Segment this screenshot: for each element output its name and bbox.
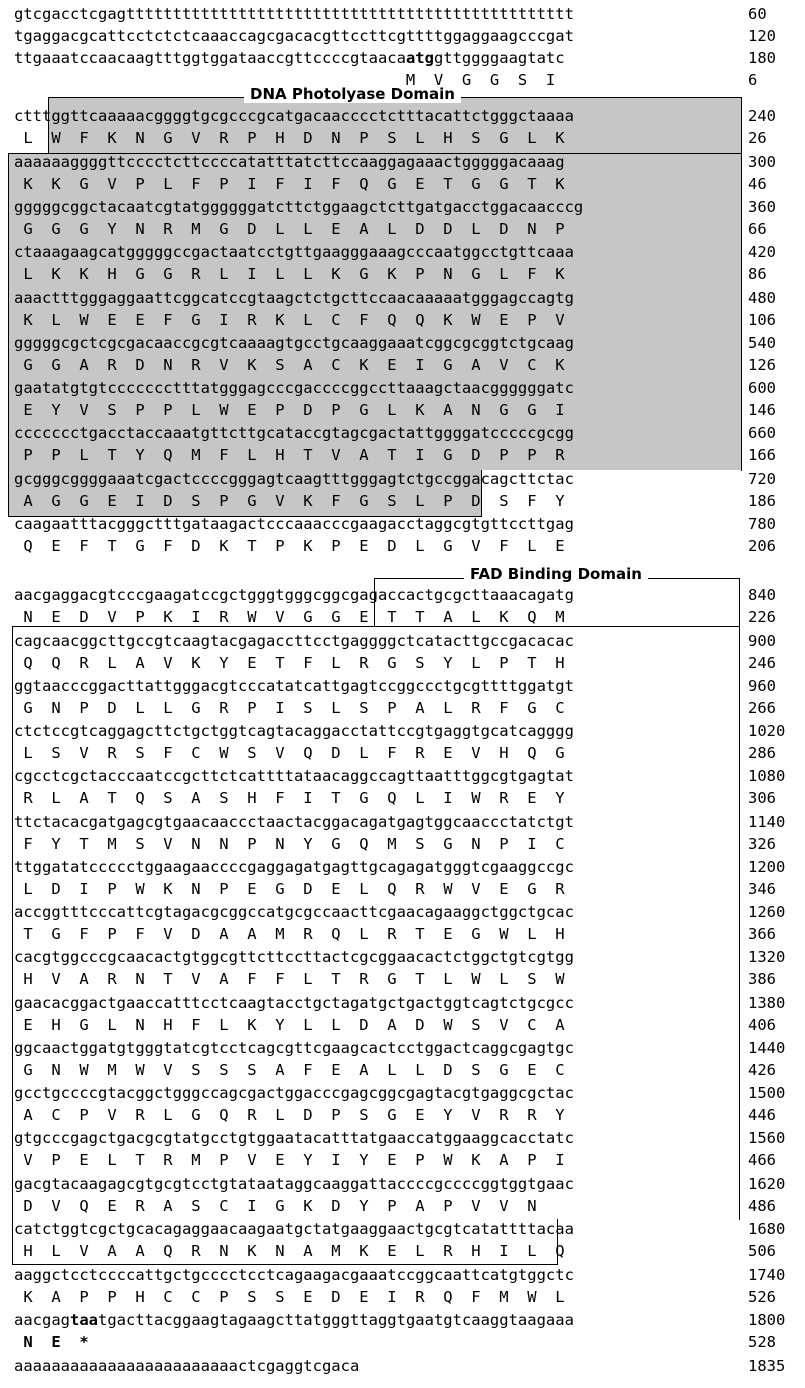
- aa-line: L S V R S F C W S V Q D L F R E V H Q G: [14, 744, 574, 762]
- aa-line: Q E F T G F D K T P K P E D L G V F L E: [14, 537, 574, 555]
- aa-position: 306: [748, 789, 776, 807]
- nt-line: ggcaactggatgtgggtatcgtcctcagcgttcgaagcactcctggactcaggcgagtgc: [14, 1039, 574, 1057]
- aa-position: 26: [748, 129, 767, 147]
- nt-position: 1560: [748, 1129, 786, 1147]
- nt-position: 60: [748, 5, 767, 23]
- nt-line: ttctacacgatgagcgtgaacaaccctaactacggacagatgagtggcaaccctatctgt: [14, 813, 574, 831]
- aa-position: 466: [748, 1151, 776, 1169]
- aa-position: 126: [748, 356, 776, 374]
- nt-line: aaaaaaggggttcccctcttccccatatttatcttccaaggagaaactgggggacaaag: [14, 153, 565, 171]
- aa-position: 486: [748, 1197, 776, 1215]
- aa-position: 206: [748, 537, 776, 555]
- nt-position: 900: [748, 632, 776, 650]
- nt-position: 1380: [748, 994, 786, 1012]
- aa-position: 366: [748, 925, 776, 943]
- start-codon: atg: [405, 49, 434, 67]
- aa-position: 406: [748, 1016, 776, 1034]
- aa-line: L K K H G G R L I L L K G K P N G L F K: [14, 265, 574, 283]
- nt-line: gaatatgtgtccccccctttatgggagcccgaccccggccttaaagctaacggggggatc: [14, 379, 574, 397]
- nt-line: aacgaggacgtcccgaagatccgctgggtgggcggcgagaccactgcgcttaaacagatg: [14, 586, 574, 604]
- aa-position: 446: [748, 1106, 776, 1124]
- nt-line: ttggatatccccctggaagaaccccgaggagatgagttgcagagatgggtcgaaggccgc: [14, 858, 574, 876]
- aa-line: M V G G S I: [14, 71, 565, 89]
- nt-line: catctggtcgctgcacagaggaacaagaatgctatgaaggaactgcgtcatattttacaa: [14, 1220, 574, 1238]
- aa-line: H L V A A Q R N K N A M K E L R H I L Q: [14, 1242, 574, 1260]
- nt-line: gcctgccccgtacggctgggccagcgactggacccgagcggcgagtacgtgaggcgctac: [14, 1084, 574, 1102]
- nt-position: 1835: [748, 1357, 786, 1375]
- nt-position: 1440: [748, 1039, 786, 1057]
- aa-position: 146: [748, 401, 776, 419]
- nt-line: tgaggacgcattcctctctcaaaccagcgacacgttccttcgttttggaggaagcccgat: [14, 27, 574, 45]
- aa-position: 226: [748, 608, 776, 626]
- nt-line: ccccccctgacctaccaaatgttcttgcataccgtagcgactattggggatcccccgcgg: [14, 424, 574, 442]
- nt-position: 660: [748, 424, 776, 442]
- aa-line: E H G L N H F L K Y L L D A D W S V C A: [14, 1016, 574, 1034]
- nt-position: 780: [748, 515, 776, 533]
- nt-position: 1140: [748, 813, 786, 831]
- nt-line: gtgcccgagctgacgcgtatgcctgtggaatacatttatgaaccatggaaggcacctatc: [14, 1129, 574, 1147]
- aa-line: V P E L T R M P V E Y I Y E P W K A P I: [14, 1151, 574, 1169]
- nt-position: 1500: [748, 1084, 786, 1102]
- aa-line: G N P D L L G R P I S L S P A L R F G C: [14, 699, 574, 717]
- nt-position: 540: [748, 334, 776, 352]
- nt-position: 1080: [748, 767, 786, 785]
- nt-position: 1740: [748, 1266, 786, 1284]
- aa-position: 506: [748, 1242, 776, 1260]
- nt-segment: ttgaaatccaacaagtttggtggataaccgttccccgtaaca: [14, 49, 406, 67]
- nt-line: aaaaaaaaaaaaaaaaaaaaaaaactcgaggtcgaca: [14, 1357, 360, 1375]
- nt-line: [14, 47, 565, 69]
- nt-position: 840: [748, 586, 776, 604]
- nt-line: ctttggttcaaaaacggggtgcgcccgcatgacaacccctctttacattctgggctaaaa: [14, 107, 574, 125]
- aa-line: D V Q E R A S C I G K D Y P A P V V N: [14, 1197, 546, 1215]
- aa-position: 346: [748, 880, 776, 898]
- aa-position: 66: [748, 220, 767, 238]
- nt-line: accggtttcccattcgtagacgcggccatgcgccaacttcgaacagaaggctggctgcac: [14, 903, 574, 921]
- aa-position: 266: [748, 699, 776, 717]
- nt-segment: aacgag: [14, 1311, 70, 1329]
- nt-position: 1020: [748, 722, 786, 740]
- aa-line: T G F P F V D A A M R Q L R T E G W L H: [14, 925, 574, 943]
- nt-line: aaactttgggaggaattcggcatccgtaagctctgcttccaacaaaaatgggagccagtg: [14, 289, 574, 307]
- nt-position: 960: [748, 677, 776, 695]
- aa-line: A G G E I D S P G V K F G S L P D S F Y: [14, 492, 574, 510]
- aa-position: 386: [748, 970, 776, 988]
- aa-position: 6: [748, 71, 758, 89]
- nt-line: gggggcggctacaatcgtatggggggatcttctggaagctcttgatgacctggacaacccg: [14, 198, 584, 216]
- aa-position: 426: [748, 1061, 776, 1079]
- nt-line: ggtaacccggacttattgggacgtcccatatcattgagtccggccctgcgttttggatgt: [14, 677, 574, 695]
- nt-segment: tgacttacggaagtagaagcttatgggttaggtgaatgtcaaggtaagaaa: [98, 1311, 574, 1329]
- nt-position: 360: [748, 198, 776, 216]
- aa-line: G G A R D N R V K S A C K E I G A V C K: [14, 356, 574, 374]
- nt-line: aaggctcctccccattgctgcccctcctcagaagacgaaatccggcaattcatgtggctc: [14, 1266, 574, 1284]
- nt-position: 480: [748, 289, 776, 307]
- nt-line: cagcaacggcttgccgtcaagtacgagaccttcctgaggggctcatacttgccgacacac: [14, 632, 574, 650]
- aa-line: K L W E E F G I R K L C F Q Q K W E P V: [14, 311, 574, 329]
- nt-line: gtcgacctcgagtttttttttttttttttttttttttttttttttttttttttttttttt: [14, 5, 574, 23]
- aa-line: K A P P H C C P S S E D E I R Q F M W L: [14, 1288, 574, 1306]
- aa-position: 106: [748, 311, 776, 329]
- aa-line: L D I P W K N P E G D E L Q R W V E G R: [14, 880, 574, 898]
- nt-position: 300: [748, 153, 776, 171]
- aa-line: F Y T M S V N N P N Y G Q M S G N P I C: [14, 835, 574, 853]
- aa-line: R L A T Q S A S H F I T G Q L I W R E Y: [14, 789, 574, 807]
- nt-segment: gttggggaagtatc: [433, 49, 565, 67]
- aa-position: 86: [748, 265, 767, 283]
- nt-line: ctctccgtcaggagcttctgctggtcagtacaggacctattccgtgaggtgcatcagggg: [14, 722, 574, 740]
- photolyase-domain-label: DNA Photolyase Domain: [244, 85, 461, 103]
- nt-position: 1200: [748, 858, 786, 876]
- nt-position: 180: [748, 49, 776, 67]
- aa-position: 326: [748, 835, 776, 853]
- nt-line: gacgtacaagagcgtgcgtcctgtataataggcaaggattaccccgccccggtggtgaac: [14, 1175, 574, 1193]
- aa-position: 246: [748, 654, 776, 672]
- aa-line: G G G Y N R M G D L L E A L D D L D N P: [14, 220, 574, 238]
- fad-domain-label: FAD Binding Domain: [464, 565, 648, 583]
- nt-line: cacgtggcccgcaacactgtggcgttcttccttactcgcggaacactctggctgtcgtgg: [14, 948, 574, 966]
- nt-position: 1800: [748, 1311, 786, 1329]
- stop-codon: taa: [70, 1311, 98, 1329]
- aa-line: A C P V R L G Q R L D P S G E Y V R R Y: [14, 1106, 574, 1124]
- nt-line: ctaaagaagcatgggggccgactaatcctgttgaagggaaagcccaatggcctgttcaaa: [14, 243, 574, 261]
- nt-position: 1680: [748, 1220, 786, 1238]
- aa-line: E Y V S P P L W E P D P G L K A N G G I: [14, 401, 574, 419]
- nt-position: 240: [748, 107, 776, 125]
- nt-position: 1260: [748, 903, 786, 921]
- aa-line: N E *: [14, 1333, 98, 1351]
- aa-line: P P L T Y Q M F L H T V A T I G D P P R: [14, 446, 574, 464]
- aa-position: 166: [748, 446, 776, 464]
- nt-position: 1320: [748, 948, 786, 966]
- aa-line: Q Q R L A V K Y E T F L R G S Y L P T H: [14, 654, 574, 672]
- nt-line: gggggcgctcgcgacaaccgcgtcaaaagtgcctgcaaggaaatcggcgcggtctgcaag: [14, 334, 574, 352]
- aa-position: 46: [748, 175, 767, 193]
- aa-line: K K G V P L F P I F I F Q G E T G G T K: [14, 175, 574, 193]
- nt-line: gcgggcggggaaatcgactccccgggagtcaagtttgggagtctgccggacagcttctac: [14, 470, 574, 488]
- nt-position: 600: [748, 379, 776, 397]
- aa-line: N E D V P K I R W V G G E T T A L K Q M: [14, 608, 574, 626]
- nt-position: 720: [748, 470, 776, 488]
- aa-position: 526: [748, 1288, 776, 1306]
- aa-position: 528: [748, 1333, 776, 1351]
- aa-line: H V A R N T V A F F L T R G T L W L S W: [14, 970, 574, 988]
- nt-position: 120: [748, 27, 776, 45]
- nt-line: cgcctcgctacccaatccgcttctcattttataacaggccagttaatttggcgtgagtat: [14, 767, 574, 785]
- aa-line: L W F K N G V R P H D N P S L H S G L K: [14, 129, 574, 147]
- aa-position: 186: [748, 492, 776, 510]
- aa-position: 286: [748, 744, 776, 762]
- nt-line: caagaatttacgggctttgataagactcccaaacccgaagacctaggcgtgttccttgag: [14, 515, 574, 533]
- nt-position: 420: [748, 243, 776, 261]
- nt-line: [14, 1309, 574, 1331]
- nt-line: gaacacggactgaaccatttcctcaagtacctgctagatgctgactggtcagtctgcgcc: [14, 994, 574, 1012]
- nt-position: 1620: [748, 1175, 786, 1193]
- aa-line: G N W M W V S S S A F E A L L D S G E C: [14, 1061, 574, 1079]
